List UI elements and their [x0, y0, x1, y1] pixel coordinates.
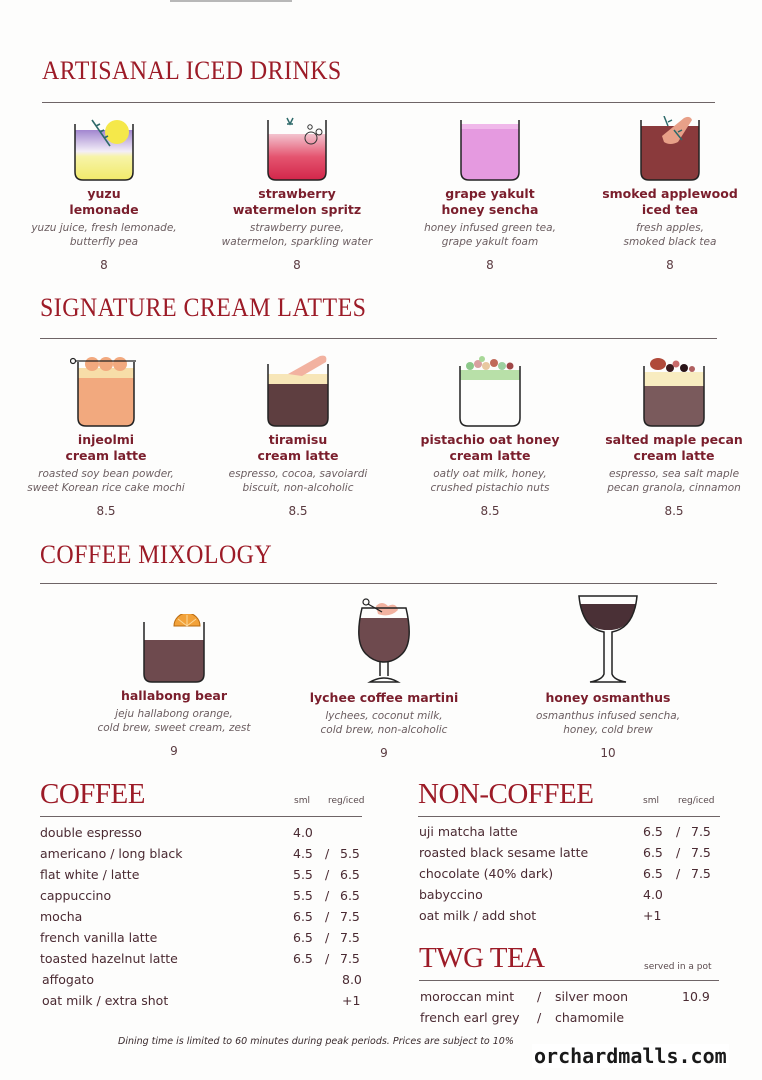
item-name: lychee coffee martini — [309, 690, 459, 705]
footer-notice: Dining time is limited to 60 minutes during peak periods. Prices are subject to 10% — [118, 1036, 514, 1047]
menu-item-strawberry-watermelon-spritz[interactable] — [207, 116, 387, 272]
item-name: salted maple pecan cream latte — [605, 432, 743, 463]
col-head-reg: reg/iced — [678, 796, 715, 806]
item-description: espresso, cocoa, savoiardi biscuit, non-alcoholic — [228, 468, 368, 494]
coffee-list — [40, 822, 370, 1011]
item-name: yuzu lemonade — [69, 186, 139, 217]
item-name: smoked applewood iced tea — [602, 186, 738, 217]
item-price: 8.5 — [664, 504, 684, 518]
coffee-title: COFFEE — [40, 778, 145, 810]
noncoffee-row[interactable]: chocolate (40% dark) 6.5 / 7.5 — [419, 866, 711, 881]
noncoffee-row[interactable]: babyccino 4.0 — [419, 887, 663, 902]
item-description: espresso, sea salt maple pecan granola, cinnamon — [607, 468, 741, 494]
coffee-row[interactable]: affogato 8.0 — [42, 972, 362, 987]
item-price: 8 — [100, 258, 108, 272]
item-description: honey infused green tea, grape yakult foam — [424, 222, 556, 248]
tea-row[interactable]: french earl grey / chamomile — [420, 1010, 625, 1025]
item-description: yuzu juice, fresh lemonade, butterfly pea — [31, 222, 177, 248]
item-price: 10 — [600, 746, 616, 760]
menu-item-hallabong-bear[interactable] — [84, 614, 264, 758]
item-name: hallabong bear — [120, 688, 228, 703]
item-description: jeju hallabong orange, cold brew, sweet cream, zest — [97, 708, 251, 734]
item-name: pistachio oat honey cream latte — [420, 432, 560, 463]
spritz-glass-icon — [265, 116, 329, 182]
yuzu-glass-icon — [72, 116, 136, 182]
section-title-iced: ARTISANAL ICED DRINKS — [42, 56, 342, 85]
col-head-reg: reg/iced — [328, 796, 365, 806]
item-name: honey osmanthus — [545, 690, 671, 705]
noncoffee-divider — [418, 816, 720, 817]
menu-item-tiramisu-cream-latte[interactable] — [208, 354, 388, 518]
menu-item-pistachio-oat-honey-cream-latte[interactable] — [400, 354, 580, 518]
coffee-row[interactable]: cappuccino 5.5 / 6.5 — [40, 888, 360, 903]
tea-note: served in a pot — [644, 962, 712, 972]
menu-item-yuzu-lemonade[interactable] — [14, 116, 194, 272]
coffee-row[interactable]: flat white / latte 5.5 / 6.5 — [40, 867, 360, 882]
menu-item-injeolmi-cream-latte[interactable] — [16, 354, 196, 518]
snifter-glass-icon — [352, 598, 416, 686]
noncoffee-row[interactable]: oat milk / add shot +1 — [419, 908, 662, 923]
noncoffee-row[interactable]: roasted black sesame latte 6.5 / 7.5 — [419, 845, 711, 860]
noncoffee-row[interactable]: uji matcha latte 6.5 / 7.5 — [419, 824, 711, 839]
coffee-row[interactable]: americano / long black 4.5 / 5.5 — [40, 846, 360, 861]
menu-item-honey-osmanthus[interactable] — [518, 594, 698, 760]
item-price: 8.5 — [96, 504, 116, 518]
item-description: oatly oat milk, honey, crushed pistachio nuts — [430, 468, 550, 494]
tea-divider — [419, 980, 719, 981]
item-price: 8.5 — [288, 504, 308, 518]
item-name: strawberry watermelon spritz — [232, 186, 362, 217]
applewood-glass-icon — [638, 116, 702, 182]
coffee-divider — [40, 816, 362, 817]
section-divider — [40, 583, 717, 584]
section-divider — [40, 338, 717, 339]
item-name: grape yakult honey sencha — [441, 186, 539, 217]
section-title-lattes: SIGNATURE CREAM LATTES — [40, 293, 367, 322]
top-edge-shadow — [170, 0, 292, 2]
coffee-row[interactable]: toasted hazelnut latte 6.5 / 7.5 — [40, 951, 360, 966]
hallabong-glass-icon — [140, 614, 208, 684]
grape-glass-icon — [458, 116, 522, 182]
coffee-row[interactable]: oat milk / extra shot +1 — [42, 993, 361, 1008]
noncoffee-list — [419, 821, 739, 926]
noncoffee-title: NON-COFFEE — [418, 778, 594, 810]
item-price: 9 — [380, 746, 388, 760]
watermark: orchardmalls.com — [534, 1044, 727, 1068]
section-divider — [42, 102, 715, 103]
tea-title: TWG TEA — [419, 942, 545, 974]
col-head-sml: sml — [294, 796, 310, 806]
item-price: 8 — [666, 258, 674, 272]
section-title-mixology: COFFEE MIXOLOGY — [40, 540, 273, 569]
coffee-row[interactable]: double espresso 4.0 — [40, 825, 313, 840]
item-price: 8 — [486, 258, 494, 272]
item-description: fresh apples, smoked black tea — [623, 222, 717, 248]
menu-item-smoked-applewood-iced-tea[interactable] — [580, 116, 760, 272]
item-description: strawberry puree, watermelon, sparkling water — [221, 222, 373, 248]
coupe-glass-icon — [576, 594, 640, 686]
item-description: lychees, coconut milk, cold brew, non-alcoholic — [320, 710, 448, 736]
pistachio-glass-icon — [454, 354, 526, 428]
item-price: 9 — [170, 744, 178, 758]
coffee-row[interactable]: mocha 6.5 / 7.5 — [40, 909, 360, 924]
coffee-row[interactable]: french vanilla latte 6.5 / 7.5 — [40, 930, 360, 945]
item-price: 8.5 — [480, 504, 500, 518]
menu-item-salted-maple-pecan-cream-latte[interactable] — [584, 354, 762, 518]
item-price: 8 — [293, 258, 301, 272]
menu-item-lychee-coffee-martini[interactable] — [294, 598, 474, 760]
tea-list — [420, 986, 740, 1028]
injeolmi-glass-icon — [70, 354, 142, 428]
item-description: osmanthus infused sencha, honey, cold brew — [535, 710, 681, 736]
tea-row[interactable]: moroccan mint / silver moon 10.9 — [420, 989, 710, 1004]
col-head-sml: sml — [643, 796, 659, 806]
item-description: roasted soy bean powder, sweet Korean rice cake mochi — [27, 468, 185, 494]
tiramisu-glass-icon — [262, 354, 334, 428]
item-name: tiramisu cream latte — [257, 432, 339, 463]
pecan-glass-icon — [638, 354, 710, 428]
menu-item-grape-yakult-honey-sencha[interactable] — [400, 116, 580, 272]
item-name: injeolmi cream latte — [65, 432, 147, 463]
